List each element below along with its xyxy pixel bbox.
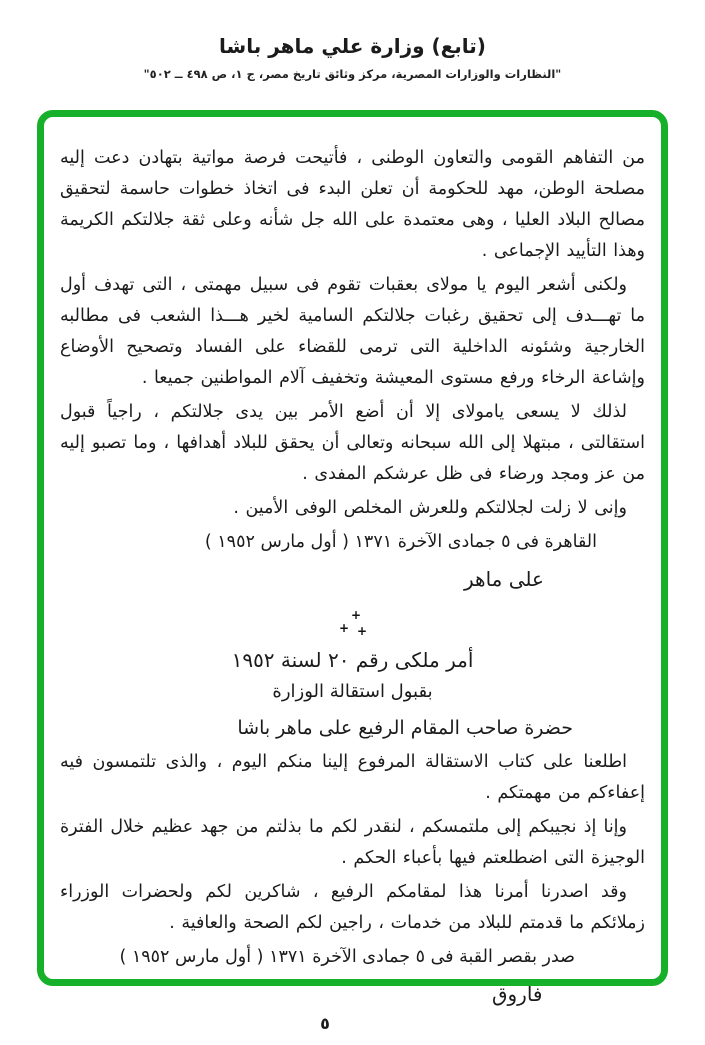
asterism-divider bbox=[60, 610, 645, 640]
decree-paragraph: وإنا إذ نجيبكم إلى ملتمسكم ، لنقدر لكم ما بذلتم من جهد عظيم خلال الفترة الوجيزة التى اضطلعتم فيها بأعباء الحكم . bbox=[60, 817, 645, 868]
signature-ali-maher: على ماهر bbox=[464, 567, 544, 591]
star-icon: + bbox=[356, 624, 367, 638]
letter-date-line: القاهرة فى ٥ جمادى الآخرة ١٣٧١ ( أول مارس ١٩٥٢ ) bbox=[204, 532, 597, 552]
decree-subtitle: بقبول استقالة الوزارة bbox=[272, 681, 433, 702]
source-citation: "النظارات والوزارات المصرية، مركز وثائق تاريخ مصر، ج ١، ص ٤٩٨ ــ ٥٠٢" bbox=[143, 67, 562, 81]
page-number: ٥ bbox=[320, 1014, 330, 1033]
page-title: (تابع) وزارة علي ماهر باشا bbox=[219, 34, 486, 58]
document-body bbox=[44, 117, 661, 1011]
page-header bbox=[0, 34, 705, 81]
decree-paragraph: اطلعنا على كتاب الاستقالة المرفوع إلينا منكم اليوم ، والذى تلتمسون فيه إعفاءكم من مهمتكم . bbox=[60, 752, 645, 803]
signature-farouk: فاروق bbox=[492, 982, 543, 1006]
star-icon: + bbox=[350, 608, 361, 622]
star-icon: + bbox=[338, 621, 349, 635]
letter-paragraph: لذلك لا يسعى يامولاى إلا أن أضع الأمر بين يدى جلالتكم ، راجياً قبول استقالتى ، مبتهلا إلى الله سبحانه وتعالى أن يحقق للبلاد أهدافها ، وما تصبو إليه من عز ومجد ورضاء فى ظل عرشكم المفدى . bbox=[60, 402, 645, 484]
decree-salutation: حضرة صاحب المقام الرفيع على ماهر باشا bbox=[237, 717, 573, 739]
letter-paragraph: وإنى لا زلت لجلالتكم وللعرش المخلص الوفى الأمين . bbox=[233, 498, 627, 518]
document-frame bbox=[37, 110, 668, 1006]
decree-paragraph: وقد اصدرنا أمرنا هذا لمقامكم الرفيع ، شاكرين لكم ولحضرات الوزراء زملائكم ما قدمتم للبلاد من خدمات ، راجين لكم الصحة والعافية . bbox=[60, 882, 645, 933]
letter-paragraph: ولكنى أشعر اليوم يا مولاى بعقبات تقوم فى سبيل مهمتى ، التى تهدف أول ما تهـــدف إلى تحقيق رغبات جلالتكم السامية لخير هـــذا الشعب فى مطالبه الخارجية وشئونه الداخلية التى ترمى للقضاء على الفساد وتصحيح الأوضاع وإشاعة الرخاء ورفع مستوى المعيشة وتخفيف آلام المواطنين جميعا . bbox=[60, 275, 645, 388]
decree-title: أمر ملكى رقم ٢٠ لسنة ١٩٥٢ bbox=[231, 648, 474, 672]
letter-paragraph: من التفاهم القومى والتعاون الوطنى ، فأتيحت فرصة مواتية بتهادن دعت إليه مصلحة الوطن، مهد للحكومة أن تعلن البدء فى اتخاذ خطوات حاسمة لتحقيق مصالح البلاد العليا ، وهى معتمدة على الله جل شأنه وعلى ثقة جلالتكم الكريمة وهذا التأييد الإجماعى . bbox=[60, 148, 645, 261]
decree-date-line: صدر بقصر القبة فى ٥ جمادى الآخرة ١٣٧١ ( أول مارس ١٩٥٢ ) bbox=[119, 947, 575, 967]
